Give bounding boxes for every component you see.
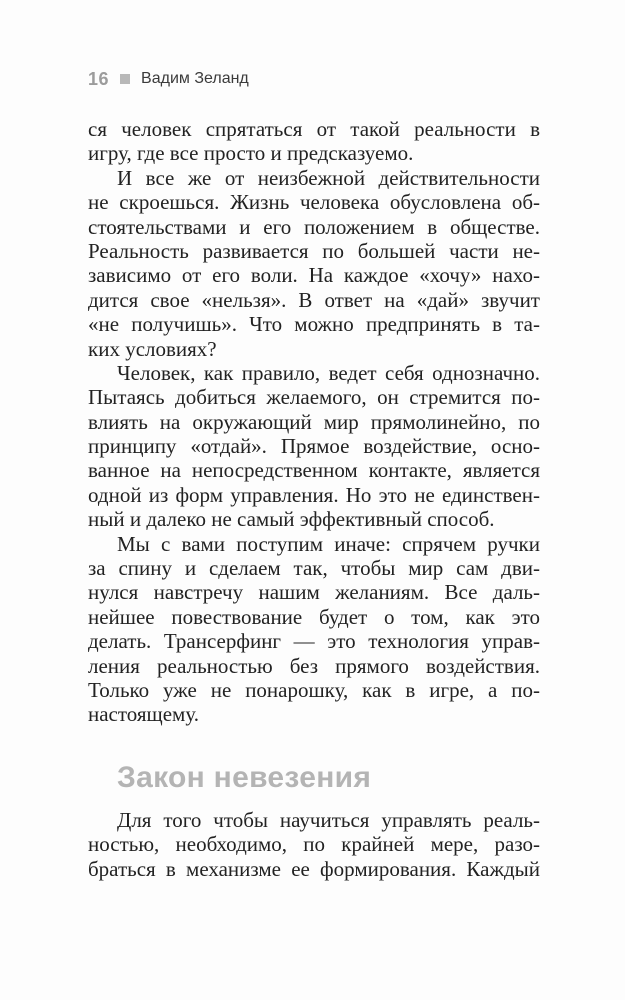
- text-line: ся человек спрятаться от такой реальности в: [88, 117, 540, 141]
- text-line: Реальность развивается по большей части не-: [88, 238, 540, 263]
- text-line: ких условиях?: [88, 336, 217, 361]
- text-line: зависимо от его воли. На каждое «хочу» нахо-: [88, 263, 540, 288]
- text-line: дится свое «нельзя». В ответ на «дай» звучит: [88, 287, 540, 312]
- text-line: влиять на окружающий мир прямолинейно, по: [88, 409, 540, 434]
- text-line: ностью, необходимо, по крайней мере, разо-: [88, 832, 540, 857]
- text-line: стоятельствами и его положением в обществе.: [88, 214, 540, 239]
- paragraph: [88, 808, 540, 881]
- paragraph: [88, 361, 540, 532]
- text-line: Только уже не понарошку, как в игре, а по-: [88, 677, 540, 702]
- running-header: [88, 69, 249, 89]
- text-line: делать. Трансерфинг — это технология управ-: [88, 629, 540, 654]
- running-header-author: Вадим Зеланд: [141, 70, 249, 87]
- paragraph: [88, 532, 540, 727]
- section-heading: Закон невезения: [117, 760, 372, 794]
- paragraph: [88, 117, 540, 166]
- text-line: Пытаясь добиться желаемого, он стремится по-: [88, 385, 540, 410]
- text-line: нейшее повествование будет о том, как это: [88, 604, 540, 629]
- text-line: не скроешься. Жизнь человека обусловлена об-: [88, 190, 540, 215]
- text-line: Для того чтобы научиться управлять реаль-: [117, 807, 540, 832]
- page-content: [88, 117, 540, 881]
- separator-square-icon: [120, 74, 130, 84]
- text-line: настоящему.: [88, 702, 199, 727]
- text-line: ный и далеко не самый эффективный способ.: [88, 507, 495, 532]
- paragraph: [88, 166, 540, 361]
- text-line: принципу «отдай». Прямое воздействие, осно-: [88, 434, 540, 459]
- text-line: ления реальностью без прямого воздействия.: [88, 653, 540, 678]
- text-line: ванное на непосредственном контакте, является: [88, 458, 540, 483]
- page-number: 16: [88, 68, 110, 89]
- text-line: браться в механизме ее формирования. Каждый: [88, 856, 540, 881]
- text-line: «не получишь». Что можно предпринять в та-: [88, 312, 540, 337]
- text-line: И все же от неизбежной действительности: [117, 165, 540, 190]
- text-line: нулся навстречу нашим желаниям. Все даль-: [88, 580, 540, 605]
- text-line: одной из форм управления. Но это не единствен-: [88, 482, 540, 507]
- text-line: Мы с вами поступим иначе: спрячем ручки: [117, 531, 540, 556]
- text-line: за спину и сделаем так, чтобы мир сам дви-: [88, 556, 540, 581]
- text-line: игру, где все просто и предсказуемо.: [88, 141, 414, 166]
- text-line: Человек, как правило, ведет себя однозначно.: [117, 360, 540, 385]
